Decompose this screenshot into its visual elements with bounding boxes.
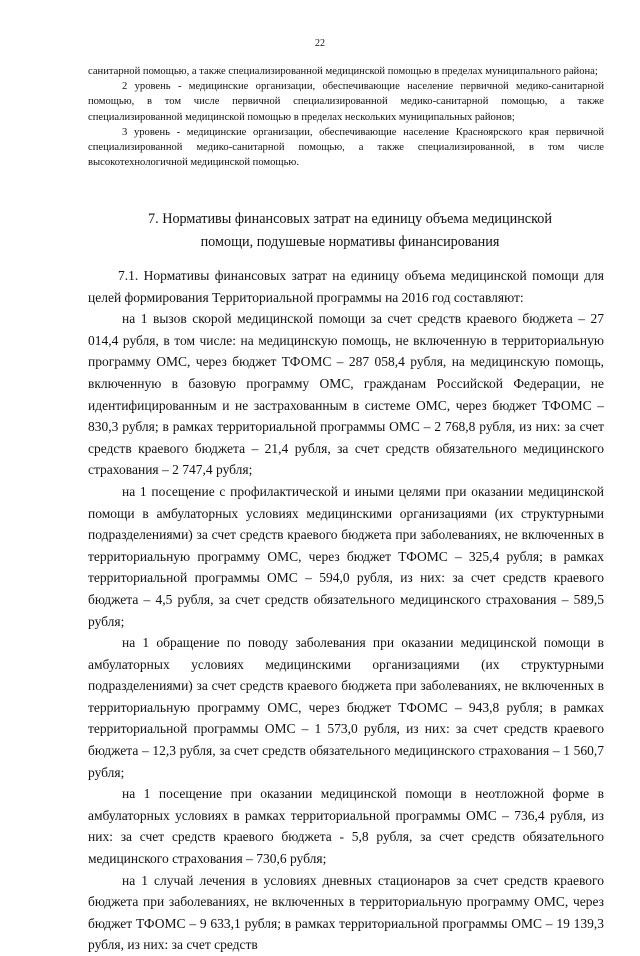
paragraph-appeal: на 1 обращение по поводу заболевания при оказании медицинской помощи в амбулаторных условиях медицинскими организациями (их структурными подразделениями) за счет средств краевого бюджета при заболеваниях, не включенных в территориальную программу ОМС, через бюджет ТФОМС – 943,8 рубля; в рамках территориальной программы ОМС – 1 573,0 рубля, из них: за счет средств краевого бюджета – 12,3 рубля, за счет средств обязательного медицинского страхования – 1 560,7 рубля; xyxy=(88,635,604,780)
level-2-text: 2 уровень - медицинские организации, обеспечивающие население первичной медико-санитарной помощью, в том числе первичной специализированной медико-санитарной помощью, а также специализированной медицинской помощью в пределах нескольких муниципальных районов; xyxy=(88,81,604,123)
section-body xyxy=(88,265,604,956)
intro-tail-text: санитарной помощью, а также специализированной медицинской помощью в пределах муниципального района; xyxy=(88,66,598,77)
page-number: 22 xyxy=(315,38,325,49)
paragraph-ambulance: на 1 вызов скорой медицинской помощи за счет средств краевого бюджета – 27 014,4 рубля, в том числе: на медицинскую помощь, не включенную в территориальную программу ОМС, через бюджет ТФОМС – 287 058,4 рубля, на медицинскую помощь, включенную в базовую программу ОМС, гражданам Российской Федерации, не идентифицированным и не застрахованным в системе ОМС, через бюджет ТФОМС – 830,3 рубля; в рамках территориальной программы ОМС – 2 768,8 рубля, из них: за счет средств краевого бюджета – 21,4 рубля, за счет средств обязательного медицинского страхования – 2 747,4 рубля; xyxy=(88,311,604,478)
paragraph-urgent: на 1 посещение при оказании медицинской помощи в неотложной форме в амбулаторных условиях в рамках территориальной программы ОМС – 736,4 рубля, из них: за счет средств краевого бюджета - 5,8 рубля, за счет средств обязательного медицинского страхования – 730,6 рубля; xyxy=(88,786,604,867)
level-3-text: 3 уровень - медицинские организации, обеспечивающие население Красноярского края первичной специализированной медико-санитарной помощью, а также специализированной, в том числе высокотехнологичной медицинской помощью. xyxy=(88,126,604,169)
paragraph-day-hospital: на 1 случай лечения в условиях дневных стационаров за счет средств краевого бюджета при заболеваниях, не включенных в территориальную программу ОМС, через бюджет ТФОМС – 9 633,1 рубля; в рамках территориальной программы ОМС – 19 139,3 рубля, из них: за счет средств xyxy=(88,872,604,953)
paragraph-7-1: 7.1. Нормативы финансовых затрат на единицу объема медицинской помощи для целей формирования Территориальной программы на 2016 год составляют: xyxy=(88,268,604,305)
section-title: 7. Нормативы финансовых затрат на единицу объема медицинской помощи, подушевые нормативы финансирования xyxy=(148,211,552,250)
paragraph-visit: на 1 посещение с профилактической и иными целями при оказании медицинской помощи в амбулаторных условиях медицинскими организациями (их структурными подразделениями) за счет средств краевого бюджета при заболеваниях, не включенных в территориальную программу ОМС, через бюджет ТФОМС – 325,4 рубля; в рамках территориальной программы ОМС – 594,0 рубля, из них: за счет средств краевого бюджета – 4,5 рубля, за счет средств обязательного медицинского страхования – 589,5 рубля; xyxy=(88,483,604,629)
levels-list xyxy=(88,64,604,170)
